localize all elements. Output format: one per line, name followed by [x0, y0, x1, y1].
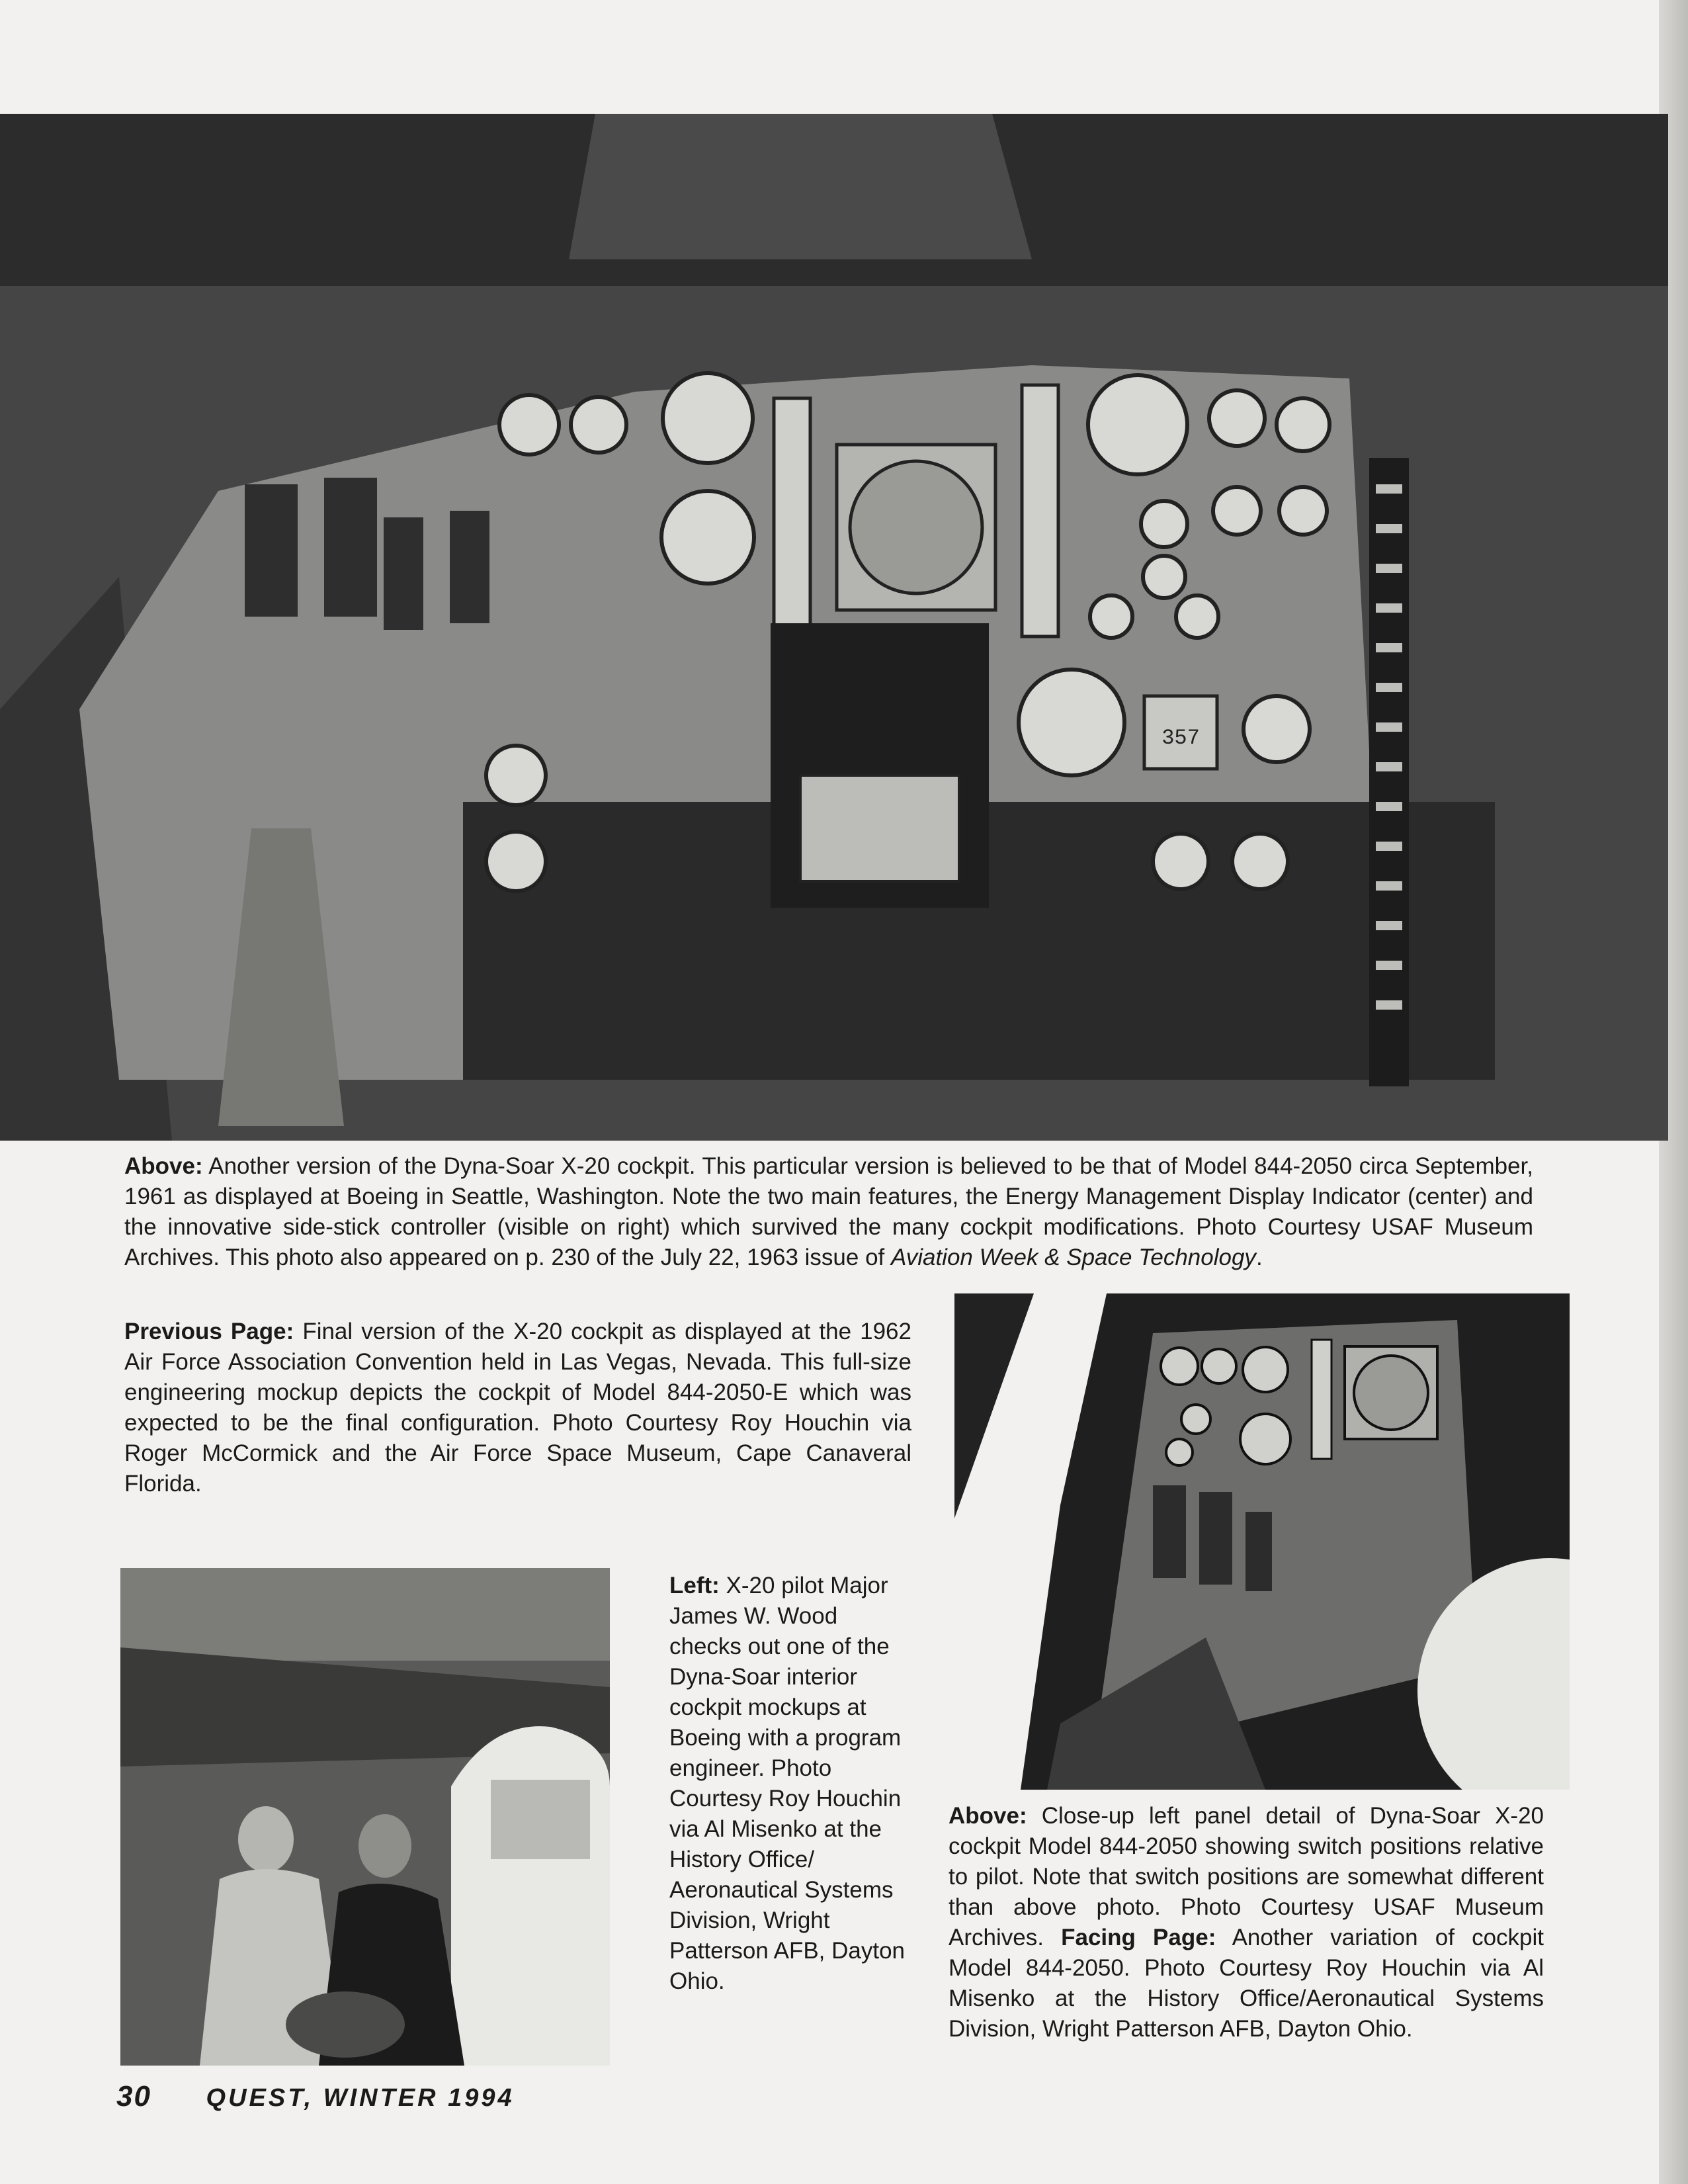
- right-closeup-photo: [954, 1293, 1570, 1790]
- caption-lead: Above:: [949, 1803, 1027, 1829]
- caption-end: .: [1255, 1245, 1263, 1270]
- top-photo-caption: [124, 1151, 1533, 1273]
- facing-page-lead: Facing Page:: [1061, 1925, 1216, 1950]
- right-photo-caption: [949, 1801, 1544, 2044]
- publication-name: QUEST, WINTER 1994: [206, 2084, 515, 2112]
- caption-lead: Left:: [669, 1573, 720, 1598]
- caption-lead: Previous Page:: [124, 1319, 294, 1344]
- caption-text: Another version of the Dyna-Soar X-20 cockpit. This particular version is believed to be that of Model 844-2050 circa September, 1961 as displayed at Boeing in Seattle, Washington. Note the two main features, the Energy Management Display Indicator (center) and the innovative side-stick controller (visible on right) which survived the many cockpit modifications. Photo Courtesy USAF Museum Archives. This photo also appeared on p. 230 of the July 22, 1963 issue of: [124, 1153, 1533, 1270]
- caption-text: X-20 pilot Major James W. Wood checks out one of the Dyna-Soar interior cockpit mockups at Boeing with a program engineer. Photo Courtesy Roy Houchin via Al Misenko at the History Office/ Aeronautical Systems Division, Wright Patterson AFB, Dayton Ohio.: [669, 1573, 906, 1994]
- caption-text: Final version of the X-20 cockpit as displayed at the 1962 Air Force Association Convention held in Las Vegas, Nevada. This full-size engineering mockup depicts the cockpit of Model 844-2050-E which was expected to be the final configuration. Photo Courtesy Roy Houchin via Roger McCormick and the Air Force Space Museum, Cape Canaveral Florida.: [124, 1319, 911, 1497]
- left-photo-caption: [669, 1571, 915, 1997]
- page-footer: [116, 2080, 515, 2113]
- panel-readout: 357: [1161, 726, 1200, 750]
- page-number: 30: [116, 2080, 151, 2113]
- previous-page-caption: [124, 1317, 911, 1499]
- caption-publication: Aviation Week & Space Technology: [891, 1245, 1256, 1270]
- left-pilot-photo: [120, 1568, 610, 2066]
- facing-page-text: Another variation of cockpit Model 844-2050. Photo Courtesy Roy Houchin via Al Misenko at the History Office/Aeronautical Systems Division, Wright Patterson AFB, Dayton Ohio.: [949, 1925, 1544, 2042]
- top-cockpit-photo: [0, 114, 1668, 1141]
- caption-text: Close-up left panel detail of Dyna-Soar X-20 cockpit Model 844-2050 showing switch positions relative to pilot. Note that switch positions are somewhat different than above photo. Photo Courtesy USAF Museum Archives.: [949, 1803, 1544, 1950]
- caption-lead: Above:: [124, 1153, 203, 1179]
